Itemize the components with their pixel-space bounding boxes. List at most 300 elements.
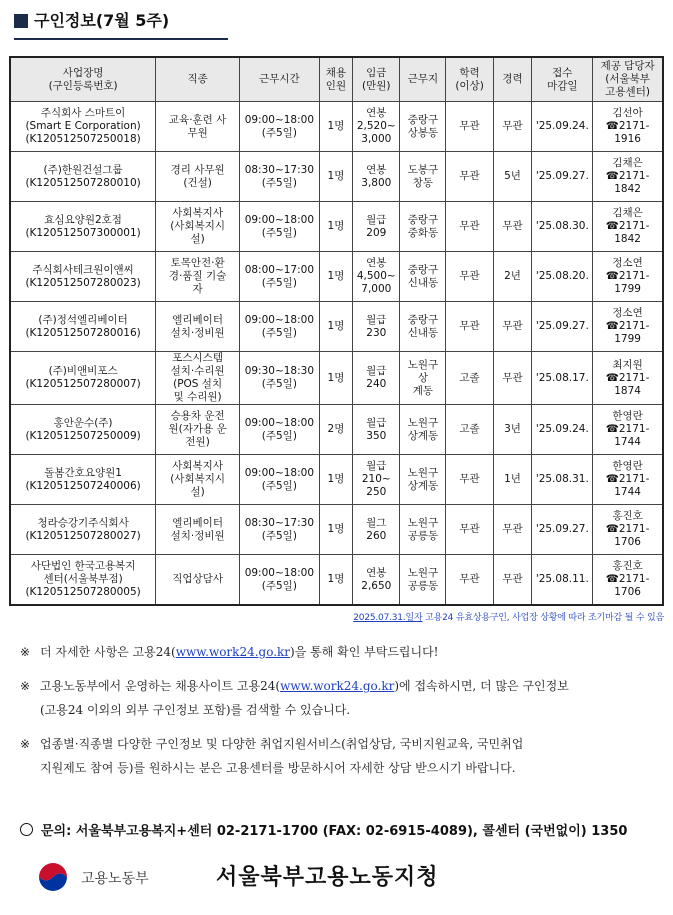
cell-line: 전원) (185, 436, 210, 448)
office-name: 서울북부고용노동지청 (216, 865, 439, 890)
table-cell (446, 455, 493, 505)
table-row (10, 252, 663, 302)
page-title: 구인정보(7월 5주) (34, 11, 170, 30)
cell-line: 4,500~ (356, 270, 396, 282)
column-header (493, 57, 532, 102)
table-body (10, 102, 663, 606)
table-cell (10, 505, 156, 555)
table-cell (493, 202, 532, 252)
work24-link[interactable]: www.work24.go.kr (280, 679, 395, 693)
table-cell (240, 352, 320, 405)
table-cell (532, 505, 593, 555)
cell-line: 3,800 (361, 176, 392, 189)
cell-line: 연봉 (366, 566, 387, 579)
cell-line: 무관 (459, 573, 480, 585)
cell-line: 설치·수리원 (170, 365, 225, 377)
header-line: 마감일 (547, 79, 578, 92)
table-cell (10, 555, 156, 606)
table-cell (446, 252, 493, 302)
table-cell (240, 202, 320, 252)
cell-line: (K120512507240006) (25, 479, 141, 492)
cell-line: (주5일) (261, 479, 297, 492)
header-line: 근무지 (407, 73, 439, 85)
table-cell (400, 455, 446, 505)
cell-line: 상계동 (407, 479, 439, 492)
cell-line: 홍진호 (612, 560, 643, 572)
table-cell (240, 102, 320, 152)
cell-line: 노원구 (407, 466, 439, 479)
cell-line: 무관 (459, 170, 480, 182)
cell-line: (주5일) (261, 326, 297, 339)
cell-line: 2,520~ (356, 120, 396, 132)
cell-line: 월급 (366, 365, 387, 377)
header-line: 임금 (366, 66, 387, 79)
cell-line: 중랑구 (407, 113, 439, 126)
table-cell (10, 352, 156, 405)
header-line: (만원) (362, 79, 391, 92)
cell-line: 1명 (327, 573, 345, 585)
footnote-date: 2025.07.31.일자 (353, 613, 423, 623)
header-line: 고용센터) (605, 86, 650, 98)
cell-line: 08:30~17:30 (244, 516, 315, 529)
cell-line: 09:00~18:00 (244, 416, 315, 429)
cell-line: 350 (366, 429, 387, 442)
table-cell (446, 405, 493, 455)
cell-line: (주5일) (261, 176, 297, 189)
cell-line: 정소연 (612, 257, 643, 269)
cell-line: 230 (366, 326, 387, 339)
cell-line: 사회복지사 (172, 460, 223, 472)
cell-line: 및 수리원) (173, 391, 222, 403)
cell-line: (주5일) (261, 378, 297, 390)
cell-line: (주5일) (261, 579, 297, 592)
table-cell (593, 152, 663, 202)
table-cell (400, 102, 446, 152)
cell-line: 무관 (502, 371, 523, 384)
cell-line: 210~ (361, 473, 391, 485)
table-cell (353, 152, 400, 202)
cell-line: 연봉 (366, 107, 387, 119)
table-cell (10, 202, 156, 252)
table-cell (10, 252, 156, 302)
cell-line: 센터(서울북부점) (43, 573, 123, 585)
cell-line: 09:00~18:00 (244, 213, 315, 226)
cell-line: 홍안운수(주) (53, 416, 113, 429)
header-line: (서울북부 (605, 73, 650, 85)
cell-line: '25.09.24. (535, 423, 589, 435)
note-text: 지원제도 참여 등)를 원하시는 분은 고용센터를 방문하시어 자세한 상담 받으시기 바랍니다. (40, 761, 516, 775)
table-cell (156, 405, 240, 455)
note-mark: ※ (20, 737, 31, 751)
cell-line: ☎2171-1744 (605, 423, 650, 448)
cell-line: 무관 (459, 473, 480, 485)
cell-line: 08:00~17:00 (244, 263, 315, 276)
table-cell (493, 152, 532, 202)
cell-line: 교육·훈련 사 (168, 113, 227, 126)
table-cell (319, 405, 353, 455)
cell-line: 무관 (502, 320, 523, 332)
table-row (10, 102, 663, 152)
table-row (10, 455, 663, 505)
cell-line: 1명 (327, 220, 345, 232)
job-listings-table (9, 56, 664, 606)
table-cell (446, 302, 493, 352)
note-text: )을 통해 확인 부탁드립니다! (290, 645, 439, 659)
note-3 (20, 732, 665, 780)
cell-line: (K120512507250009) (25, 429, 141, 442)
table-cell (353, 405, 400, 455)
contact-line (20, 820, 627, 839)
table-cell (593, 202, 663, 252)
cell-line: 공릉동 (407, 529, 439, 542)
note-text: 고용노동부에서 운영하는 채용사이트 고용24( (40, 679, 281, 693)
table-cell (493, 252, 532, 302)
cell-line: 김선아 (612, 107, 643, 119)
cell-line: (POS 설치 (173, 378, 223, 390)
table-cell (532, 102, 593, 152)
cell-line: 김채은 (612, 157, 643, 169)
table-cell (319, 555, 353, 606)
cell-line: ☎2171-1842 (605, 170, 650, 195)
cell-line: 1명 (327, 523, 345, 535)
cell-line: 사단법인 한국고용복지 (30, 560, 136, 572)
table-row (10, 152, 663, 202)
cell-line: 자 (192, 283, 203, 295)
cell-line: 중랑구 (407, 263, 439, 276)
cell-line: '25.08.31. (535, 473, 589, 485)
cell-line: 09:00~18:00 (244, 466, 315, 479)
cell-line: '25.09.24. (535, 120, 589, 132)
cell-line: (건설) (183, 176, 212, 189)
cell-line: 설) (190, 233, 205, 245)
cell-line: 무관 (459, 270, 480, 282)
table-cell (493, 352, 532, 405)
table-cell (493, 505, 532, 555)
cell-line: 무관 (459, 220, 480, 232)
cell-line: 노원구 (407, 358, 439, 371)
cell-line: ☎2171-1842 (605, 220, 650, 245)
ministry-logo-icon (33, 857, 73, 897)
table-cell (532, 405, 593, 455)
cell-line: 7,000 (361, 283, 392, 295)
cell-line: 1명 (327, 473, 345, 485)
column-header (10, 57, 156, 102)
work24-link[interactable]: www.work24.go.kr (175, 645, 291, 659)
cell-line: 무관 (502, 523, 523, 535)
note-mark: ※ (20, 645, 31, 659)
table-cell (319, 102, 353, 152)
cell-line: 250 (366, 486, 387, 498)
table-cell (319, 202, 353, 252)
cell-line: 09:00~18:00 (244, 566, 315, 579)
table-cell (353, 455, 400, 505)
cell-line: 무관 (502, 120, 523, 132)
table-cell (400, 405, 446, 455)
table-cell (353, 302, 400, 352)
note-text: 더 자세한 사항은 고용24( (40, 645, 176, 659)
table-cell (156, 352, 240, 405)
cell-line: 창동 (412, 176, 434, 189)
table-cell (10, 455, 156, 505)
cell-line: 무관 (459, 523, 480, 535)
cell-line: (주)비앤비포스 (48, 365, 118, 377)
cell-line: ☎2171-1874 (605, 371, 650, 397)
table-cell (156, 102, 240, 152)
cell-line: 효심요양원2호점 (44, 213, 122, 226)
table-cell (446, 202, 493, 252)
table-cell (353, 352, 400, 405)
table-cell (400, 302, 446, 352)
table-cell (400, 152, 446, 202)
table-cell (319, 152, 353, 202)
cell-line: (주5일) (261, 429, 297, 442)
cell-line: 경·품질 기술 (168, 270, 227, 282)
table-row (10, 202, 663, 252)
table-cell (446, 352, 493, 405)
cell-line: (K120512507300001) (25, 226, 141, 239)
cell-line: '25.09.27. (535, 523, 589, 535)
cell-line: 사회복지사 (172, 207, 223, 219)
note-2 (20, 674, 665, 722)
cell-line: 무원 (187, 126, 208, 139)
cell-line: (주5일) (261, 529, 297, 542)
header-line: 사업장명 (62, 66, 104, 79)
table-cell (240, 555, 320, 606)
table-cell (532, 202, 593, 252)
table-row (10, 505, 663, 555)
note-text: 업종별·직종별 다양한 구인정보 및 다양한 취업지원서비스(취업상담, 국비지원교육, 국민취업 (40, 737, 524, 751)
cell-line: 최지원 (612, 358, 643, 371)
table-cell (493, 555, 532, 606)
table-cell (240, 302, 320, 352)
cell-line: '25.09.27. (535, 170, 589, 182)
cell-line: ☎2171-1706 (605, 523, 650, 548)
cell-line: 2,650 (361, 579, 392, 592)
note-text: )에 접속하시면, 더 많은 구인정보 (394, 679, 569, 693)
table-cell (156, 202, 240, 252)
table-cell (156, 152, 240, 202)
cell-line: 1명 (327, 120, 345, 132)
cell-line: 엘리베이터 (172, 313, 223, 326)
cell-line: '25.09.27. (535, 320, 589, 332)
column-header (156, 57, 240, 102)
cell-line: 홍진호 (612, 510, 643, 522)
header-line: 인원 (325, 79, 347, 92)
table-cell (240, 505, 320, 555)
cell-line: (K120512507280007) (25, 378, 141, 390)
table-cell (593, 405, 663, 455)
cell-line: 무관 (459, 120, 480, 132)
header-line: 접수 (552, 66, 573, 79)
cell-line: 직업상담사 (172, 573, 223, 585)
note-mark: ※ (20, 679, 31, 693)
cell-line: 돌봄간호요양원1 (44, 466, 122, 479)
cell-line: 주식회사테크원이앤씨 (32, 263, 134, 276)
table-cell (493, 455, 532, 505)
cell-line: 포스시스템 (172, 352, 223, 364)
table-cell (532, 352, 593, 405)
table-cell (10, 152, 156, 202)
table-cell (400, 505, 446, 555)
cell-line: (K120512507280016) (25, 326, 141, 339)
cell-line: 무관 (459, 320, 480, 332)
cell-line: (주)한원건설그룹 (43, 163, 123, 176)
title-square-icon (14, 14, 28, 28)
cell-line: (주5일) (261, 126, 297, 139)
table-cell (240, 252, 320, 302)
table-cell (493, 405, 532, 455)
table-cell (446, 555, 493, 606)
table-cell (353, 505, 400, 555)
table-cell (593, 455, 663, 505)
cell-line: 09:00~18:00 (244, 113, 315, 126)
cell-line: 경리 사무원 (170, 163, 225, 176)
cell-line: 1년 (504, 473, 521, 485)
cell-line: (사회복지시 (170, 473, 226, 485)
table-cell (446, 505, 493, 555)
table-cell (319, 302, 353, 352)
cell-line: (사회복지시 (170, 220, 226, 232)
cell-line: 청라승강기주식회사 (37, 516, 129, 529)
cell-line: 월그 (366, 516, 387, 529)
table-row (10, 555, 663, 606)
cell-line: 월급 (366, 460, 387, 472)
table-cell (593, 102, 663, 152)
cell-line: '25.08.11. (535, 573, 589, 585)
cell-line: '25.08.17. (535, 371, 589, 384)
cell-line: ☎2171-1799 (605, 270, 650, 295)
header-line: (이상) (455, 79, 484, 92)
table-cell (400, 202, 446, 252)
cell-line: 승용차 운전 (170, 410, 225, 422)
cell-line: 김채은 (612, 207, 643, 219)
table-cell (593, 302, 663, 352)
table-cell (319, 352, 353, 405)
cell-line: 09:00~18:00 (244, 313, 315, 326)
table-cell (532, 152, 593, 202)
cell-line: (주5일) (261, 226, 297, 239)
table-cell (319, 252, 353, 302)
contact-text: 문의: 서울북부고용복지+센터 02-2171-1700 (FAX: 02-6915-4089), 콜센터 (국번없이) 1350 (41, 824, 628, 839)
cell-line: 3,000 (361, 133, 392, 145)
cell-line: 노원구 (407, 416, 439, 429)
table-cell (593, 352, 663, 405)
cell-line: 중랑구 (407, 313, 439, 326)
cell-line: 상 (417, 371, 428, 384)
cell-line: 5년 (504, 170, 521, 182)
cell-line: 중화동 (407, 226, 439, 239)
cell-line: (K120512507280010) (25, 176, 141, 189)
cell-line: 고졸 (459, 371, 480, 384)
cell-line: 08:30~17:30 (244, 163, 315, 176)
cell-line: 209 (366, 226, 387, 239)
table-cell (593, 252, 663, 302)
header-line: 학력 (459, 66, 480, 79)
header-line: 근무시간 (259, 73, 300, 85)
header-line: 채용 (325, 66, 347, 79)
cell-line: 중랑구 (407, 213, 439, 226)
table-cell (319, 455, 353, 505)
cell-line: 신내동 (407, 326, 439, 339)
table-row (10, 405, 663, 455)
cell-line: 설) (190, 486, 205, 498)
cell-line: '25.08.20. (535, 270, 589, 282)
table-cell (400, 555, 446, 606)
cell-line: (K120512507280005) (25, 586, 141, 598)
column-header (446, 57, 493, 102)
cell-line: 상계동 (407, 429, 439, 442)
column-header (593, 57, 663, 102)
cell-line: 1명 (327, 170, 345, 182)
table-cell (10, 302, 156, 352)
cell-line: 09:30~18:30 (244, 365, 315, 377)
cell-line: 주식회사 스마트이 (40, 107, 126, 119)
cell-line: 노원구 (407, 516, 439, 529)
table-cell (532, 455, 593, 505)
table-cell (156, 302, 240, 352)
table-cell (400, 352, 446, 405)
header-line: 직종 (187, 73, 208, 85)
table-header-row (10, 57, 663, 102)
cell-line: 연봉 (366, 257, 387, 269)
cell-line: 월급 (366, 213, 387, 226)
cell-line: 240 (366, 378, 387, 390)
column-header (400, 57, 446, 102)
cell-line: 원(자가용 운 (168, 423, 227, 435)
cell-line: 상봉동 (407, 126, 439, 139)
cell-line: (주)정석엘리베이터 (38, 313, 128, 326)
note-1 (20, 640, 665, 664)
cell-line: 1명 (327, 270, 345, 282)
header-line: 제공 담당자 (600, 60, 655, 72)
cell-line: ☎2171-1706 (605, 573, 650, 598)
cell-line: ☎2171-1916 (605, 120, 650, 145)
note-text: (고용24 이외의 외부 구인정보 포함)를 검색할 수 있습니다. (40, 703, 351, 717)
cell-line: 연봉 (366, 163, 387, 176)
table-cell (240, 152, 320, 202)
table-cell (493, 302, 532, 352)
cell-line: 고졸 (459, 423, 480, 435)
cell-line: 공릉동 (407, 579, 439, 592)
column-header (319, 57, 353, 102)
table-cell (10, 102, 156, 152)
cell-line: 1명 (327, 320, 345, 332)
cell-line: 한영란 (612, 410, 643, 422)
notes-section (20, 640, 665, 790)
cell-line: '25.08.30. (535, 220, 589, 232)
table-cell (319, 505, 353, 555)
table-cell (353, 202, 400, 252)
cell-line: 정소연 (612, 307, 643, 319)
table-cell (156, 455, 240, 505)
cell-line: (주5일) (261, 276, 297, 289)
cell-line: (K120512507250018) (25, 133, 141, 145)
table-cell (532, 302, 593, 352)
cell-line: 260 (366, 529, 387, 542)
section-title (14, 10, 228, 40)
cell-line: 계동 (412, 384, 434, 397)
cell-line: 신내동 (407, 276, 439, 289)
table-cell (446, 152, 493, 202)
table-footnote (353, 610, 664, 623)
cell-line: 무관 (502, 573, 523, 585)
cell-line: 2명 (327, 423, 345, 435)
table-cell (353, 102, 400, 152)
cell-line: 월급 (366, 416, 387, 429)
table-cell (446, 102, 493, 152)
table-cell (400, 252, 446, 302)
table-cell (493, 102, 532, 152)
